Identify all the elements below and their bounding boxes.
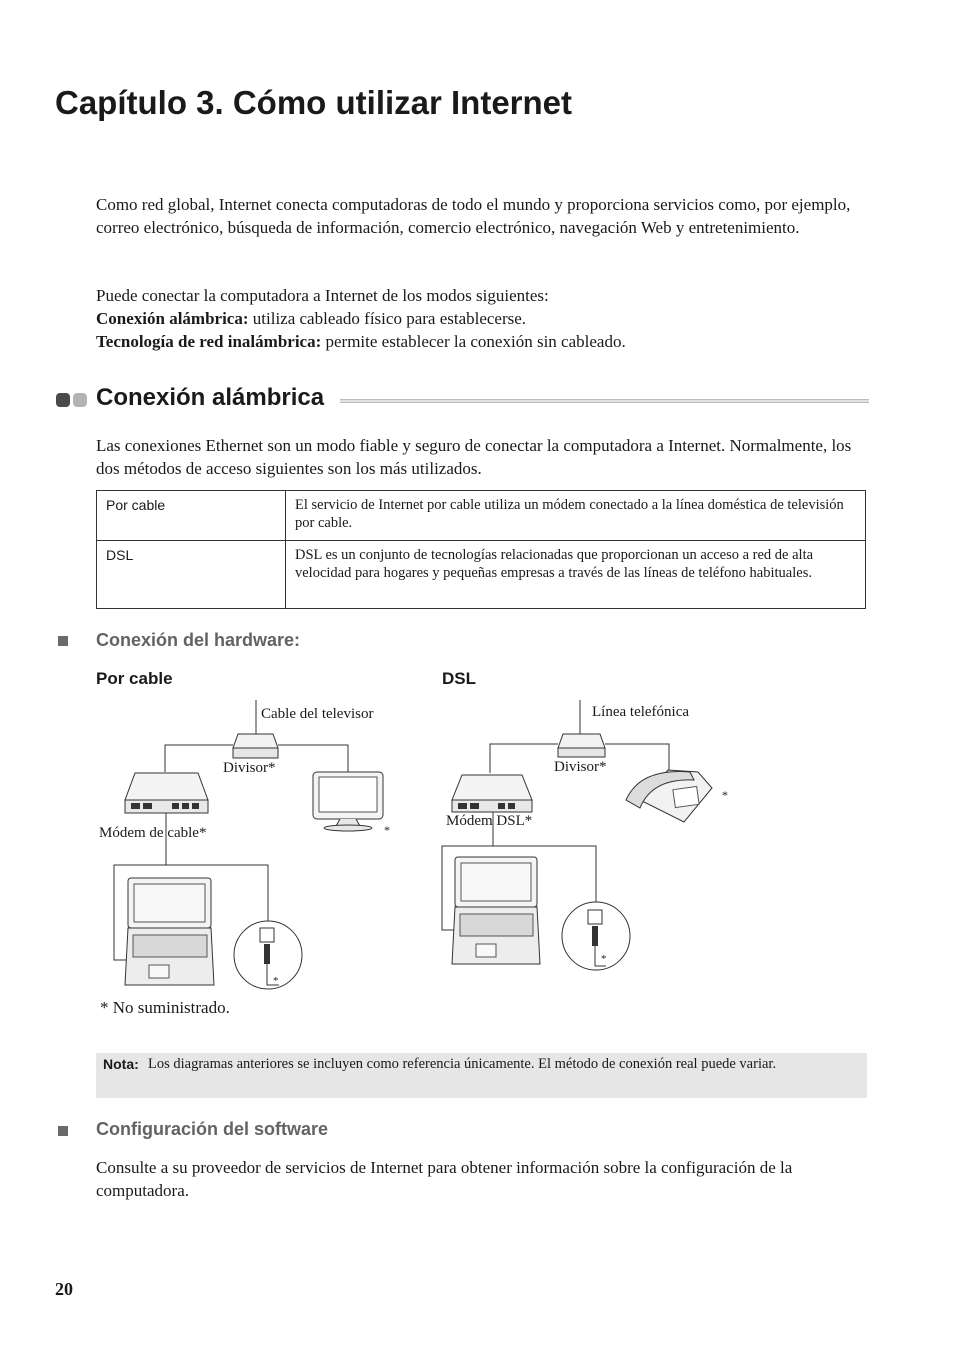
access-methods-table — [96, 490, 866, 609]
section-rule — [340, 399, 869, 403]
connection-modes — [96, 284, 876, 353]
section-bullets — [56, 393, 90, 412]
page-number: 20 — [55, 1279, 73, 1299]
intro-paragraph: Como red global, Internet conecta computadoras de todo el mundo y proporciona servicios como, por ejemplo, correo electrónico, búsqueda de información, comercio electrónico, navegación Web y entretenimiento. — [96, 195, 851, 237]
dsl-splitter-label: Divisor* — [554, 759, 607, 775]
cable-diagram-title: Por cable — [96, 669, 173, 688]
splitter-label: Divisor* — [223, 760, 276, 776]
bullet-square — [58, 1126, 68, 1136]
mode-wireless-desc: permite establecer la conexión sin cableado. — [321, 332, 626, 351]
section-title: Conexión alámbrica — [96, 384, 325, 411]
dsl-splitter-icon — [558, 734, 605, 757]
ethernet-plug-detail — [234, 921, 302, 989]
mode-wireless — [96, 330, 876, 353]
bullet-square — [58, 636, 68, 646]
dsl-modem-icon — [452, 775, 532, 812]
mode-wired — [96, 307, 876, 330]
bullet-light — [73, 393, 87, 407]
method-description: El servicio de Internet por cable utiliza un módem conectado a la línea doméstica de televisión por cable. — [286, 491, 866, 541]
mode-wired-desc: utiliza cableado físico para establecerse. — [248, 309, 527, 328]
monitor-icon — [313, 772, 383, 831]
phone-line-label: Línea telefónica — [592, 704, 690, 720]
method-description: DSL es un conjunto de tecnologías relacionadas que proporcionan un acceso a red de alta velocidad para hogares y pequeñas empresas a través de las líneas de teléfono habituales. — [286, 541, 866, 609]
monitor-footnote-mark: * — [384, 823, 390, 837]
connection-diagram — [0, 690, 954, 1010]
note-text: Los diagramas anteriores se incluyen como referencia únicamente. El método de conexión real puede variar. — [148, 1056, 777, 1072]
bullet-dark — [56, 393, 70, 407]
mode-wired-term: Conexión alámbrica: — [96, 309, 249, 328]
mode-wireless-term: Tecnología de red inalámbrica: — [96, 332, 322, 351]
dsl-modem-label: Módem DSL* — [446, 813, 533, 829]
table-row — [97, 541, 866, 609]
ethernet-plug-detail — [562, 902, 630, 970]
modes-lead: Puede conectar la computadora a Internet de los modos siguientes: — [96, 286, 549, 305]
cable-modem-label: Módem de cable* — [99, 825, 207, 841]
method-name: DSL — [97, 541, 286, 609]
dsl-diagram-title: DSL — [442, 669, 476, 688]
chapter-title: Capítulo 3. Cómo utilizar Internet — [55, 84, 573, 121]
telephone-icon — [626, 770, 712, 822]
laptop-icon — [452, 857, 540, 964]
tv-cable-label: Cable del televisor — [261, 706, 374, 722]
method-name: Por cable — [97, 491, 286, 541]
laptop-icon — [125, 878, 214, 985]
ethernet-paragraph: Las conexiones Ethernet son un modo fiable y seguro de conectar la computadora a Internet. Normalmente, los dos métodos de acceso siguientes son los más utilizados. — [96, 436, 852, 478]
cable-modem-icon — [125, 773, 208, 813]
phone-footnote-mark: * — [722, 788, 728, 802]
table-row — [97, 491, 866, 541]
dsl-plug-footnote-mark: * — [601, 953, 607, 965]
footnote: * No suministrado. — [100, 998, 230, 1017]
note-label: Nota: — [103, 1056, 139, 1072]
splitter-icon — [233, 734, 278, 758]
software-heading: Configuración del software — [96, 1119, 329, 1139]
plug-footnote-mark: * — [273, 975, 279, 987]
software-paragraph: Consulte a su proveedor de servicios de Internet para obtener información sobre la configuración de la computadora. — [96, 1158, 793, 1200]
hardware-heading: Conexión del hardware: — [96, 630, 301, 650]
